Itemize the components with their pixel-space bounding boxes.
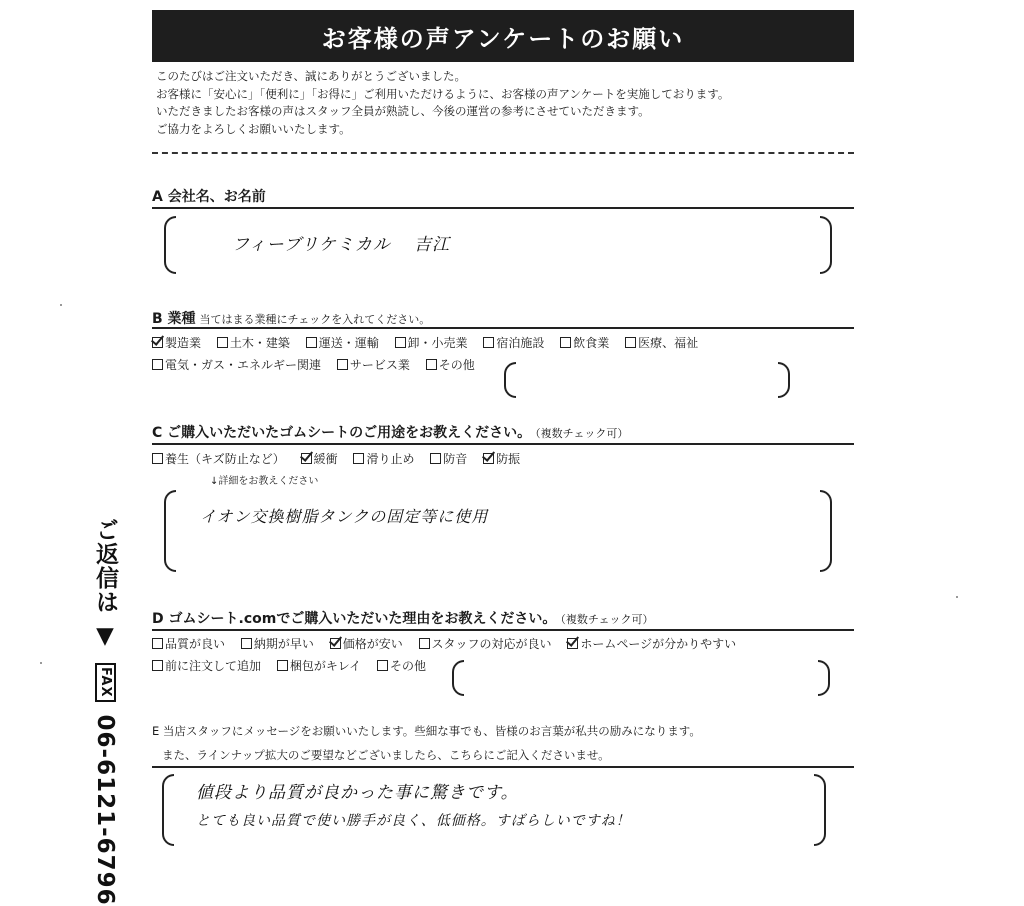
section-d-row2 [152,657,438,674]
option-protection[interactable] [152,450,285,467]
option-label: 宿泊施設 [496,336,545,350]
option-label: 防振 [496,452,521,466]
checkbox[interactable] [306,337,317,348]
option-retail[interactable] [395,334,468,351]
option-label: 梱包がキレイ [289,659,362,673]
intro-line: このたびはご注文いただき、誠にありがとうございました。 [156,69,467,83]
section-d-title: D ゴムシート.comでご購入いただいた理由をお教えください。 [152,611,557,627]
option-other[interactable] [426,356,475,373]
answer-company[interactable]: フィーブリケミカル [232,235,391,255]
option-soundproof[interactable] [430,450,467,467]
checkbox[interactable] [152,638,163,649]
option-antislip[interactable] [353,450,414,467]
answer-message-line2[interactable]: とても良い品質で使い勝手が良く、低価格。すばらしいですね！ [196,813,631,829]
option-label: スタッフの対応が良い [431,637,552,651]
bracket-left [164,490,176,572]
bracket-left [162,774,174,846]
section-b-note: 当てはまる業種にチェックを入れてください。 [199,313,431,326]
option-label: 医療、福祉 [638,336,699,350]
bracket-left [504,362,516,398]
intro-line: いただきましたお客様の声はスタッフ全員が熟読し、今後の運営の参考にさせていただきます。 [156,104,650,118]
checkbox[interactable] [241,638,252,649]
option-website[interactable] [567,635,736,652]
intro-line: お客様に「安心に」「便利に」「お得に」ご利用いただけるように、お客様の声アンケートを実施しております。 [156,86,730,101]
checkbox[interactable] [337,359,348,370]
reply-label: ご返信は [92,518,118,614]
section-b-rule [152,327,854,329]
option-label: 土木・建築 [229,336,290,350]
section-a-heading: A 会社名、お名前 [152,189,266,205]
option-other[interactable] [377,657,426,674]
option-label: 運送・運輸 [318,336,379,350]
section-e-line2: また、ラインナップ拡大のご要望などございましたら、こちらにご記入くださいませ。 [162,748,610,762]
intro-line: ご協力をよろしくお願いいたします。 [156,121,351,136]
bracket-left [452,660,464,696]
form-title: お客様の声アンケートのお願い [152,10,854,62]
section-b-title: B 業種 [152,311,196,327]
section-c-heading [152,422,854,442]
checkbox[interactable] [419,638,430,649]
answer-name[interactable]: 吉江 [414,235,450,255]
checkbox[interactable] [152,660,163,671]
option-label: 滑り止め [366,452,415,466]
option-delivery[interactable] [241,635,314,652]
reply-fax-sidebar [86,518,122,906]
option-cushion[interactable] [301,450,338,467]
option-label: 防音 [443,452,468,466]
checkbox[interactable] [560,337,571,348]
scan-speck [956,596,958,598]
checkbox[interactable] [152,359,163,370]
bracket-right [820,490,832,572]
checkbox-checked[interactable] [152,337,163,348]
option-label: 電気・ガス・エネルギー関連 [165,358,322,372]
checkbox-checked[interactable] [301,453,312,464]
option-label: 価格が安い [342,637,403,651]
answer-usage[interactable]: イオン交換樹脂タンクの固定等に使用 [200,507,489,526]
section-d-heading [152,608,854,628]
option-service[interactable] [337,356,410,373]
bracket-right [814,774,826,846]
option-lodging[interactable] [483,334,544,351]
dashed-divider [152,152,854,154]
option-construction[interactable] [217,334,290,351]
section-b-heading [152,308,854,328]
bracket-right [778,362,790,398]
section-e-line1: E 当店スタッフにメッセージをお願いいたします。些細な事でも、皆様のお言葉が私共の励みになります。 [152,724,701,738]
checkbox[interactable] [625,337,636,348]
detail-prompt: ↓詳細をお教えください [210,476,319,487]
scan-speck [40,662,42,664]
section-c-options [152,450,532,467]
checkbox[interactable] [353,453,364,464]
option-label: 納期が早い [253,637,314,651]
checkbox[interactable] [377,660,388,671]
bracket-right [818,660,830,696]
checkbox[interactable] [277,660,288,671]
section-b-row2 [152,356,487,373]
option-label: その他 [389,659,426,673]
option-packaging[interactable] [277,657,361,674]
option-restaurant[interactable] [560,334,609,351]
arrow-down-icon: ▼ [92,623,118,651]
option-label: ホームページが分かりやすい [580,637,737,651]
section-c-rule [152,443,854,445]
fax-icon: FAX [95,663,116,701]
section-c-title: C ご購入いただいたゴムシートのご用途をお教えください。 [152,425,532,441]
option-label: 前に注文して追加 [165,659,262,673]
section-d-row1 [152,635,748,652]
checkbox[interactable] [152,453,163,464]
option-label: 緩衝 [313,452,338,466]
option-staff[interactable] [419,635,552,652]
option-price[interactable] [330,635,403,652]
option-repeat[interactable] [152,657,261,674]
checkbox[interactable] [395,337,406,348]
checkbox[interactable] [426,359,437,370]
section-d-note: （複数チェック可） [560,613,654,626]
section-c-note: （複数チェック可） [535,427,629,440]
bracket-right [820,216,832,274]
section-d-rule [152,629,854,631]
scan-speck [60,304,62,306]
fax-number: 06-6121-6796 [92,714,118,906]
option-label: サービス業 [349,358,410,372]
option-manufacturing[interactable] [152,334,201,351]
option-label: 卸・小売業 [407,336,468,350]
option-medical[interactable] [625,334,698,351]
bracket-left [164,216,176,274]
option-label: 製造業 [165,336,202,350]
option-label: その他 [438,358,475,372]
checkbox[interactable] [483,337,494,348]
option-label: 養生（キズ防止など） [165,452,285,466]
checkbox[interactable] [217,337,228,348]
option-transport[interactable] [306,334,379,351]
option-quality[interactable] [152,635,225,652]
option-label: 飲食業 [573,336,610,350]
checkbox-checked[interactable] [567,638,578,649]
section-a-rule [152,207,854,209]
answer-message-line1[interactable]: 値段より品質が良かった事に驚きです。 [196,783,519,803]
intro-text [156,68,729,138]
survey-form [152,10,854,878]
option-energy[interactable] [152,356,321,373]
checkbox-checked[interactable] [483,453,494,464]
option-vibration[interactable] [483,450,520,467]
section-b-row1 [152,334,710,351]
section-e-rule [152,766,854,768]
checkbox-checked[interactable] [330,638,341,649]
checkbox[interactable] [430,453,441,464]
option-label: 品質が良い [165,637,226,651]
